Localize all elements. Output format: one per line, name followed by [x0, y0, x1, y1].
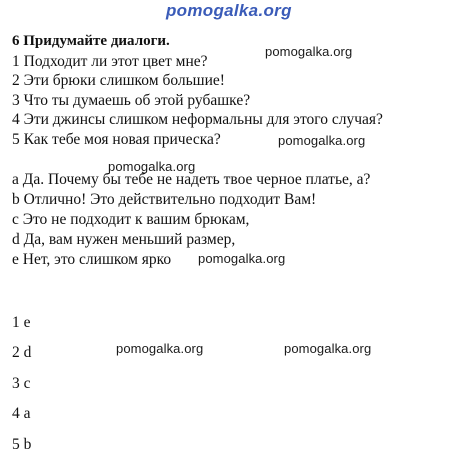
question-line: 3 Что ты думаешь об этой рубашке? [12, 92, 251, 109]
watermark: pomogalka.org [116, 341, 204, 356]
task-title: 6 Придумайте диалоги. [12, 33, 170, 49]
response-line: d Да, вам нужен меньший размер, [12, 231, 236, 248]
response-line: b Отлично! Это действительно подходит Вам! [12, 191, 317, 208]
question-line: 2 Эти брюки слишком большие! [12, 72, 225, 89]
answer-item: 2 d [12, 344, 32, 361]
watermark: pomogalka.org [108, 159, 196, 174]
response-line: c Это не подходит к вашим брюкам, [12, 211, 250, 228]
answer-item: 3 c [12, 375, 31, 392]
answer-item: 4 a [12, 405, 31, 422]
header-watermark: pomogalka.org [166, 1, 292, 20]
watermark: pomogalka.org [278, 133, 366, 148]
response-line: a Да. Почему бы тебе не надеть твое черное платье, а? [12, 171, 371, 188]
question-line: 1 Подходит ли этот цвет мне? [12, 53, 208, 70]
watermark: pomogalka.org [198, 251, 286, 266]
question-line: 4 Эти джинсы слишком неформальны для этого случая? [12, 111, 383, 128]
watermark: pomogalka.org [265, 44, 353, 59]
response-line: e Нет, это слишком ярко [12, 251, 172, 268]
answer-item: 5 b [12, 436, 32, 453]
answer-item: 1 e [12, 314, 31, 331]
watermark: pomogalka.org [284, 341, 372, 356]
question-line: 5 Как тебе моя новая прическа? [12, 131, 221, 148]
